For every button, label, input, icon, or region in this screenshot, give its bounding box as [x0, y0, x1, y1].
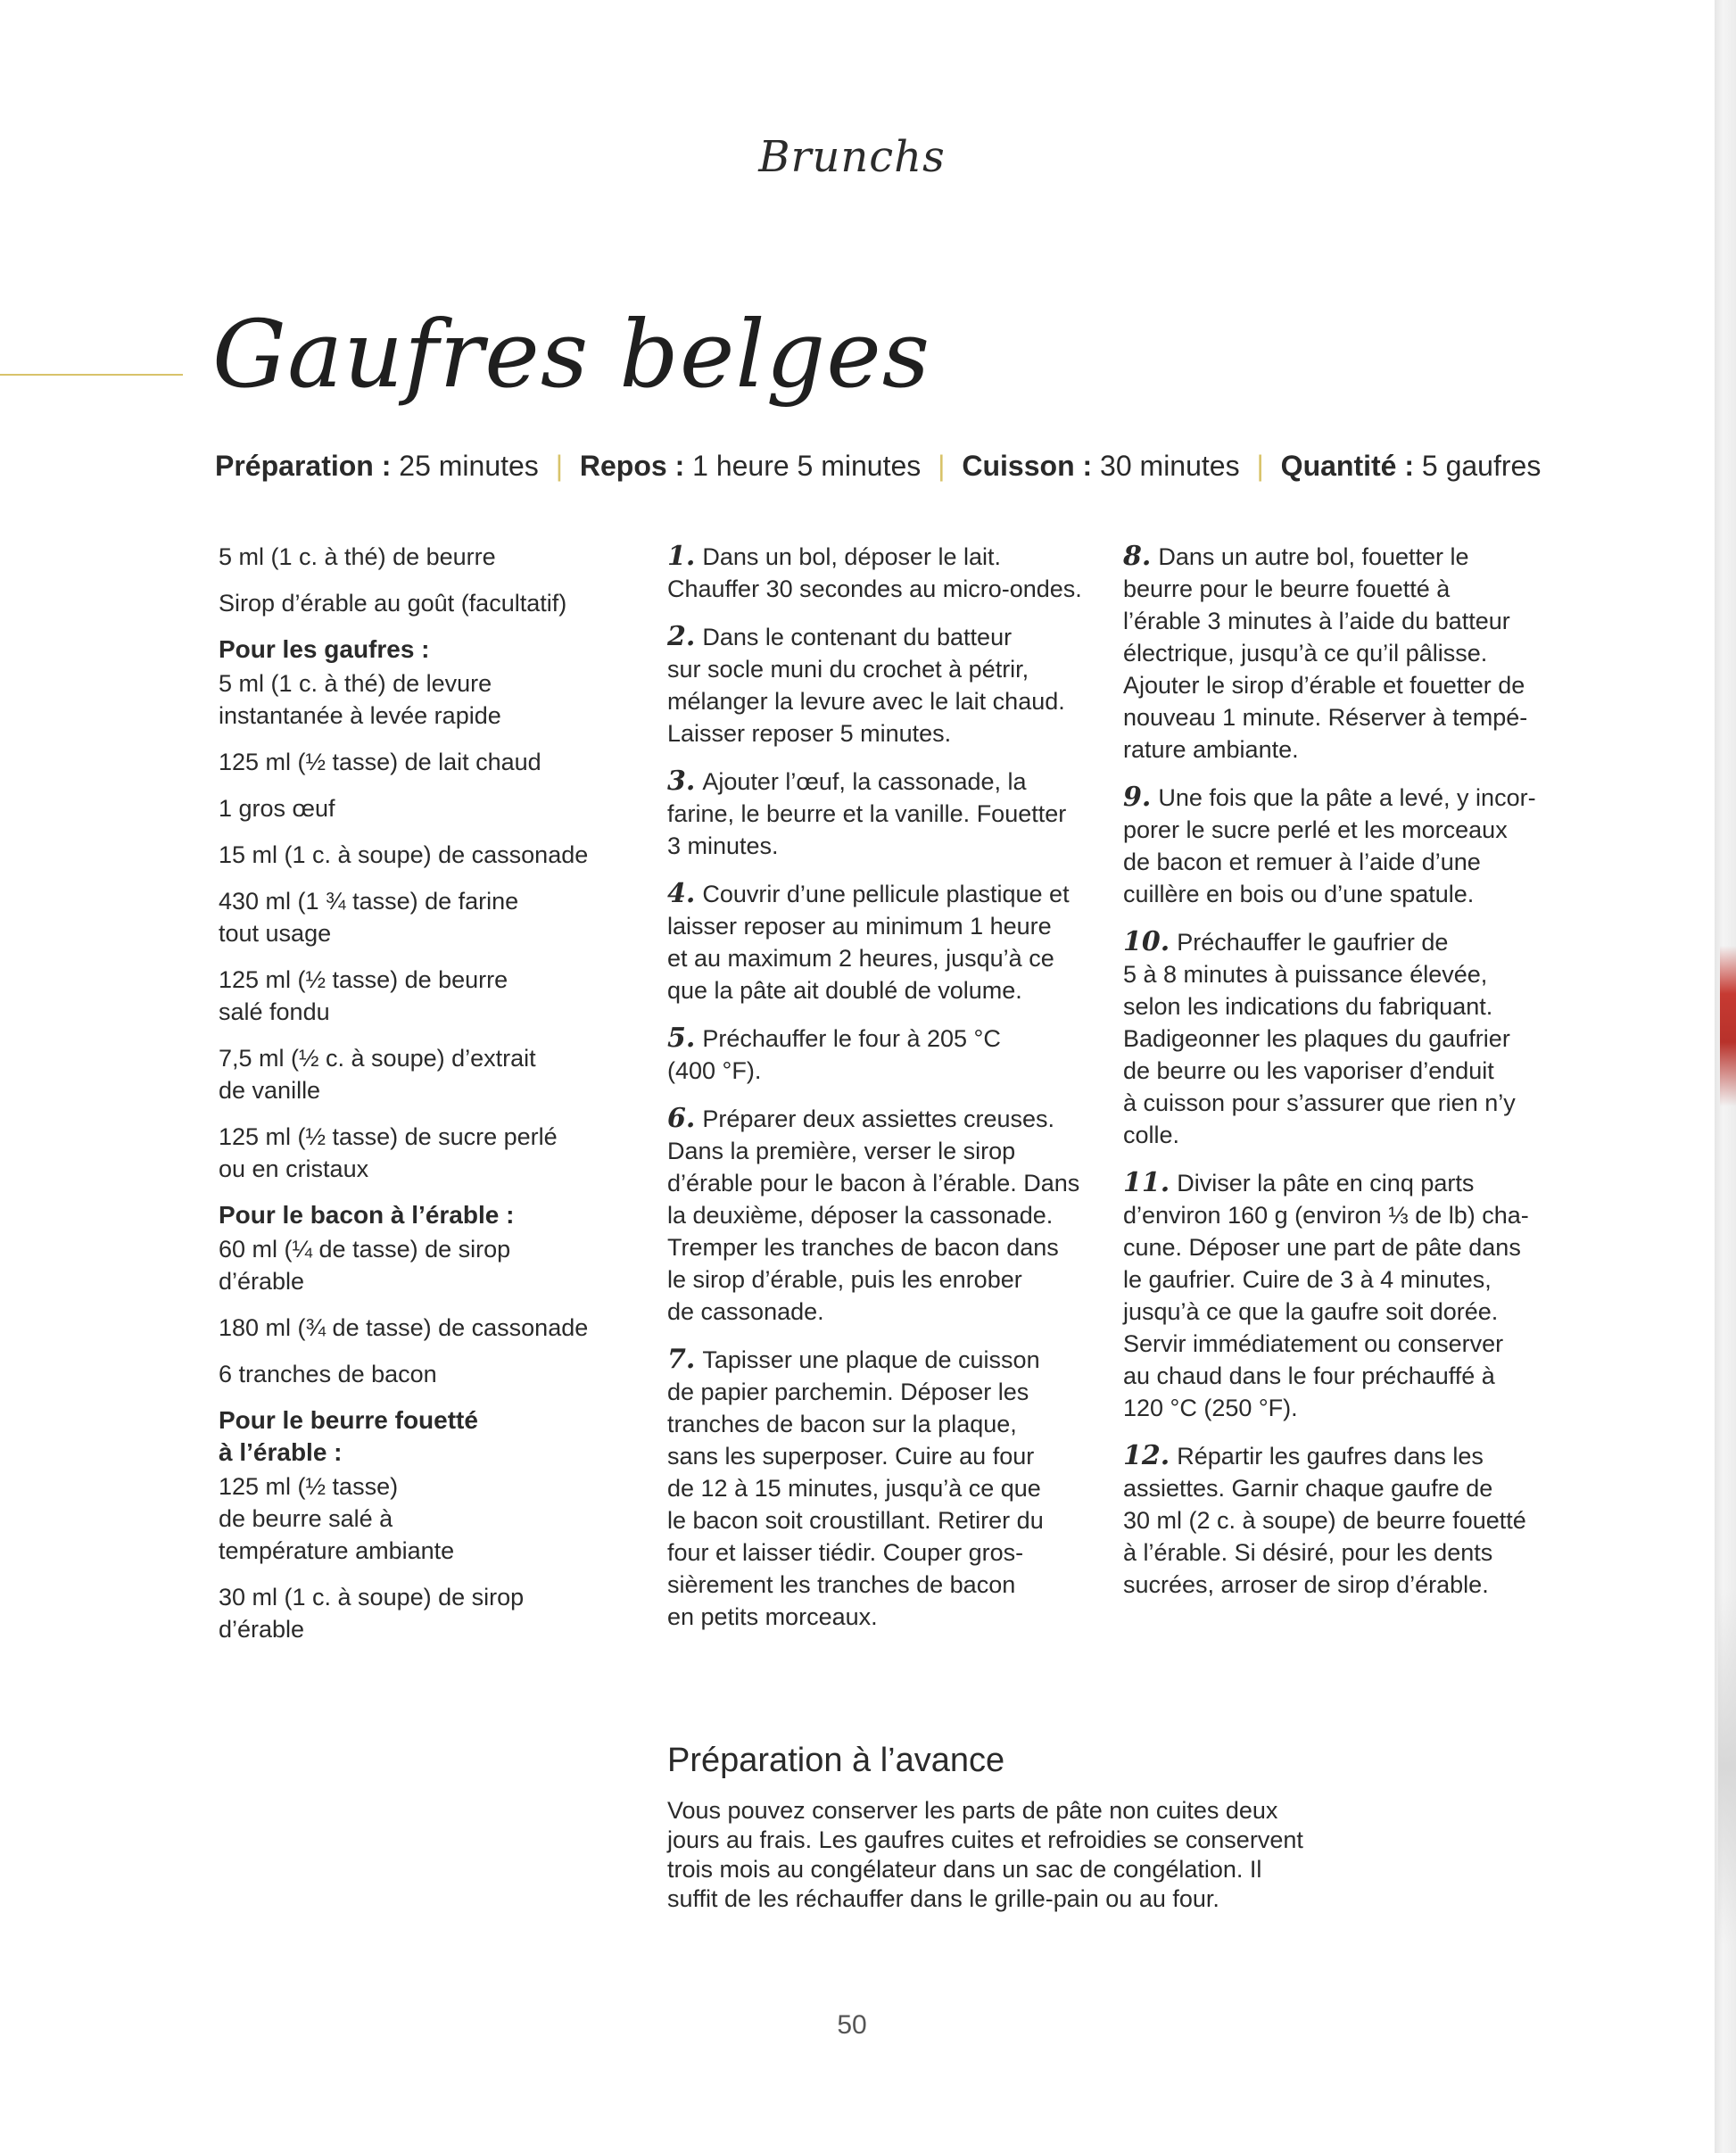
section-label: Brunchs — [758, 132, 946, 182]
step-text: Préchauffer le four à 205 °C (400 °F). — [667, 1025, 1001, 1084]
step-item — [667, 541, 1091, 605]
ingredient-item: 125 ml (½ tasse) de beurre salé fondu — [219, 966, 508, 1025]
step-number: 4. — [667, 878, 696, 909]
steps-column-2 — [1123, 541, 1551, 1617]
step-text: Une fois que la pâte a levé, y incor- porer le sucre perlé et les morceaux de bacon et remuer à l’aide d’une cuillère en bois ou d’une spatule. — [1123, 784, 1536, 907]
step-item — [1123, 1440, 1551, 1601]
meta-separator: | — [555, 450, 563, 482]
ingredient-item: 125 ml (½ tasse) de beurre salé à température ambiante — [219, 1473, 455, 1564]
page-number: 50 — [837, 2010, 867, 2040]
step-text: Dans un bol, déposer le lait. Chauffer 30 secondes au micro-ondes. — [667, 543, 1082, 602]
ingredient-item: 30 ml (1 c. à soupe) de sirop d’érable — [219, 1584, 525, 1643]
meta-label-prep: Préparation : — [215, 450, 392, 482]
step-text: Ajouter l’œuf, la cassonade, la farine, le beurre et la vanille. Fouetter 3 minutes. — [667, 768, 1067, 859]
step-number: 8. — [1123, 541, 1152, 572]
title-rule — [0, 374, 183, 376]
step-item — [667, 766, 1091, 862]
page-edge-photo-detail — [1720, 946, 1736, 1106]
step-item — [667, 621, 1091, 749]
meta-separator: | — [1256, 450, 1264, 482]
ingredient-item: 125 ml (½ tasse) de sucre perlé ou en cristaux — [219, 1123, 558, 1182]
ingredient-item: 5 ml (1 c. à thé) de beurre — [219, 543, 496, 570]
ingredient-group-heading: Pour le beurre fouetté à l’érable : — [219, 1406, 478, 1466]
step-item — [1123, 926, 1551, 1151]
ingredient-item: 430 ml (1 ¾ tasse) de farine tout usage — [219, 888, 519, 947]
step-text: Préchauffer le gaufrier de 5 à 8 minutes à puissance élevée, selon les indications du fabriquant. Badigeonner les plaques du gaufrier de beurre ou les vaporiser d’enduit à cuisson pour s’assurer que rien n’y colle. — [1123, 929, 1516, 1148]
meta-value-prep: 25 minutes — [399, 450, 539, 482]
step-text: Préparer deux assiettes creuses. Dans la première, verser le sirop d’érable pour le bacon à l’érable. Dans la deuxième, déposer la cassonade. Tremper les tranches de bacon dans le sirop d’érable, puis les enrober de cassonade. — [667, 1105, 1080, 1325]
ingredient-item: Sirop d’érable au goût (facultatif) — [219, 590, 567, 617]
step-text: Dans le contenant du batteur sur socle muni du crochet à pétrir, mélanger la levure avec le lait chaud. Laisser reposer 5 minutes. — [667, 624, 1065, 747]
step-text: Diviser la pâte en cinq parts d’environ 160 g (environ ⅓ de lb) cha- cune. Déposer une part de pâte dans le gaufrier. Cuire de 3 à 4 minutes, jusqu’à ce que la gaufre soit dorée. Servir immédiatement ou conserver au chaud dans le four préchauffé à 120 °C (250 °F). — [1123, 1170, 1529, 1421]
ingredient-item: 125 ml (½ tasse) de lait chaud — [219, 749, 541, 775]
step-text: Répartir les gaufres dans les assiettes. Garnir chaque gaufre de 30 ml (2 c. à soupe) de beurre fouetté à l’érable. Si désiré, pour les dents sucrées, arroser de sirop d’érable. — [1123, 1443, 1526, 1598]
step-item — [667, 1103, 1091, 1328]
step-item — [1123, 1167, 1551, 1424]
step-item — [1123, 782, 1551, 910]
recipe-title: Gaufres belges — [212, 300, 931, 409]
meta-value-cook: 30 minutes — [1100, 450, 1240, 482]
ingredient-item: 6 tranches de bacon — [219, 1361, 437, 1387]
step-item — [1123, 541, 1551, 766]
meta-value-rest: 1 heure 5 minutes — [692, 450, 922, 482]
ingredient-item: 60 ml (¼ de tasse) de sirop d’érable — [219, 1236, 511, 1295]
ingredients-list — [219, 541, 620, 1660]
step-item — [667, 1344, 1091, 1633]
ingredient-group-heading: Pour les gaufres : — [219, 635, 430, 663]
step-number: 1. — [667, 541, 696, 572]
step-text: Dans un autre bol, fouetter le beurre pour le beurre fouetté à l’érable 3 minutes à l’aide du batteur électrique, jusqu’à ce qu’il pâlisse. Ajouter le sirop d’érable et fouetter de nouveau 1 minute. Réserver à tempé- rature ambiante. — [1123, 543, 1528, 763]
ingredient-item: 180 ml (¾ de tasse) de cassonade — [219, 1314, 589, 1341]
step-number: 7. — [667, 1344, 696, 1375]
step-number: 12. — [1123, 1440, 1170, 1471]
page-edge-shadow — [1718, 1588, 1736, 1945]
step-number: 11. — [1123, 1167, 1170, 1198]
step-item — [667, 878, 1091, 1006]
ingredient-item: 1 gros œuf — [219, 795, 335, 822]
advance-title: Préparation à l’avance — [667, 1742, 1005, 1779]
meta-label-rest: Repos : — [579, 450, 685, 482]
step-number: 2. — [667, 621, 696, 652]
step-number: 10. — [1123, 926, 1170, 957]
step-number: 9. — [1123, 782, 1152, 813]
recipe-meta — [215, 450, 1541, 483]
steps-column-1 — [667, 541, 1091, 1649]
meta-label-cook: Cuisson : — [962, 450, 1093, 482]
ingredient-item: 5 ml (1 c. à thé) de levure instantanée à levée rapide — [219, 670, 501, 729]
step-text: Tapisser une plaque de cuisson de papier parchemin. Déposer les tranches de bacon sur la plaque, sans les superposer. Cuire au four de 12 à 15 minutes, jusqu’à ce que le bacon soit croustillant. Retirer du four et laisser tiédir. Couper gros- sièrement les tranches de bacon en petits morceaux. — [667, 1346, 1044, 1630]
ingredient-group-heading: Pour le bacon à l’érable : — [219, 1201, 515, 1229]
meta-value-qty: 5 gaufres — [1421, 450, 1542, 482]
step-text: Couvrir d’une pellicule plastique et laisser reposer au minimum 1 heure et au maximum 2 heures, jusqu’à ce que la pâte ait doublé de volume. — [667, 881, 1070, 1004]
ingredient-item: 15 ml (1 c. à soupe) de cassonade — [219, 841, 589, 868]
step-number: 6. — [667, 1103, 696, 1134]
step-number: 3. — [667, 766, 696, 797]
advance-text: Vous pouvez conserver les parts de pâte non cuites deux jours au frais. Les gaufres cuites et refroidies se conservent trois mois au congélateur dans un sac de congélation. Il suffit de les réchauffer dans le grille-pain ou au four. — [667, 1797, 1303, 1912]
meta-separator: | — [938, 450, 946, 482]
meta-label-qty: Quantité : — [1280, 450, 1414, 482]
ingredient-item: 7,5 ml (½ c. à soupe) d’extrait de vanille — [219, 1045, 536, 1104]
step-item — [667, 1023, 1091, 1087]
step-number: 5. — [667, 1023, 696, 1054]
